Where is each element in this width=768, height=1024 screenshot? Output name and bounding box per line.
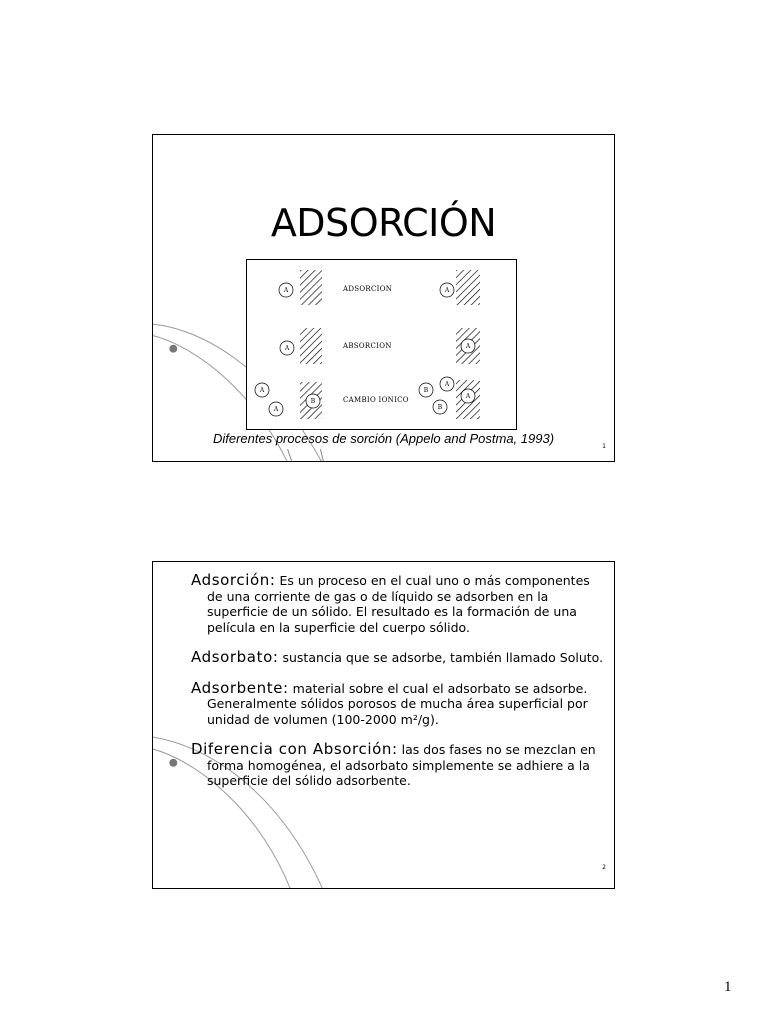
definition-adsorbente <box>191 678 609 728</box>
particle-label: B <box>423 387 429 394</box>
figure-caption: Diferentes procesos de sorción (Appelo and Postma, 1993) <box>212 431 555 446</box>
process-label-cambio-ionico: CAMBIO IONICO <box>343 396 409 404</box>
particle-label: A <box>259 387 265 394</box>
document-page-number: 1 <box>724 979 732 995</box>
definition-text: sustancia que se adsorbe, también llamado Soluto. <box>278 650 604 665</box>
definitions-list <box>191 573 609 804</box>
particle-label: A <box>465 393 471 400</box>
decorative-dot <box>169 345 177 353</box>
slide-title: ADSORCIÓN <box>270 201 497 245</box>
particle-label: A <box>465 343 471 350</box>
definition-adsorcion <box>191 573 609 635</box>
solid-block <box>300 328 322 364</box>
definition-term: Adsorbato: <box>191 648 279 666</box>
particle-label: A <box>273 406 279 413</box>
definition-term: Adsorbente: <box>191 678 289 697</box>
definition-text: material sobre el cual el adsorbato se adsorbe. Generalmente sólidos porosos de mucha área superficial por unidad de volumen (100-2000 m²/g). <box>207 680 588 727</box>
sorption-figure <box>246 259 517 430</box>
definition-term: Adsorción: <box>191 571 276 589</box>
solid-block <box>300 270 322 305</box>
process-label-absorcion: ABSORCION <box>343 342 392 350</box>
slide-2 <box>152 561 615 889</box>
solid-block <box>456 270 480 305</box>
particle-label: A <box>283 287 289 294</box>
particle-label: B <box>310 398 316 405</box>
slide-number: 2 <box>602 864 606 871</box>
definition-text: Es un proceso en el cual uno o más componentes de una corriente de gas o de líquido se adsorben en la superficie de un sólido. El resultado es la formación de una película en la superficie del cuerpo sólido. <box>207 573 590 635</box>
slide-number: 1 <box>602 443 606 450</box>
slide-1 <box>152 134 615 462</box>
definition-text: las dos fases no se mezclan en forma homogénea, el adsorbato simplemente se adhiere a la superficie del sólido adsorbente. <box>207 742 596 788</box>
particle-label: A <box>284 345 290 352</box>
definition-term: Diferencia con Absorción: <box>191 740 398 758</box>
particle-label: A <box>444 381 450 388</box>
particle-label: B <box>437 404 443 411</box>
particle-label: A <box>444 287 450 294</box>
decorative-dot <box>169 759 177 767</box>
process-label-adsorcion: ADSORCION <box>343 285 393 293</box>
definition-adsorbato <box>191 650 609 666</box>
definition-diferencia <box>191 742 609 789</box>
